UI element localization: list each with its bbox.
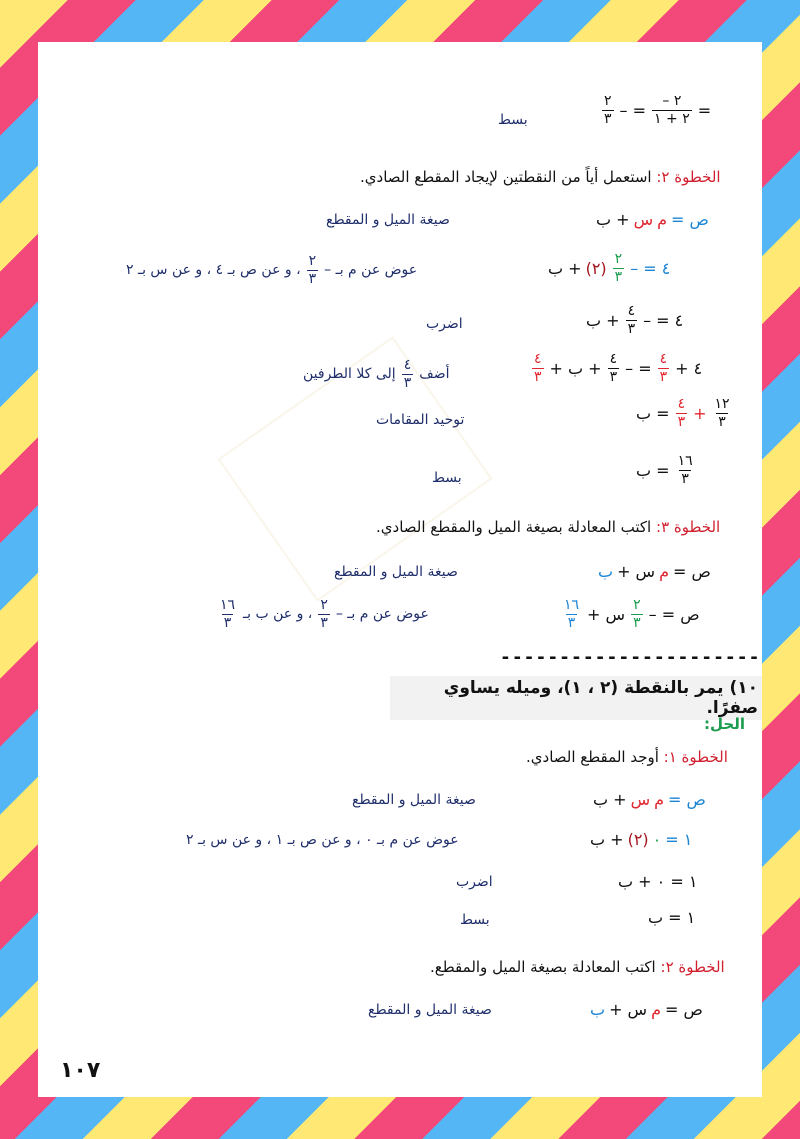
- question-10: ١٠) يمر بالنقطة (٢ ، ١)، وميله يساوي صفرًا.: [390, 676, 762, 720]
- note: أضف $\frac{٤}{٣}$ إلى كلا الطرفين: [303, 357, 450, 391]
- fraction: $\frac{٤}{٣}$: [659, 351, 668, 385]
- equation-line-12: ١ = ٠ + ب: [618, 872, 698, 891]
- equation-line-6: $\frac{١٢}{٣}$ + $\frac{٤}{٣}$ = ب: [636, 396, 730, 430]
- equation-line-4: ٤ = – $\frac{٤}{٣}$ + ب: [586, 303, 684, 337]
- fraction: $\frac{١٦}{٣}$: [220, 597, 236, 631]
- step-heading: الخطوة ٢: استعمل أياً من النقطتين لإيجاد المقطع الصادي.: [360, 168, 721, 186]
- equation-line-11: ١ = ٠ (٢) + ب: [590, 830, 693, 849]
- fraction: $\frac{٢}{٣}$: [308, 253, 317, 287]
- equation-line-1: = $\frac{٢ -}{٢ + ١}$ = – $\frac{٢}{٣}$: [604, 93, 712, 127]
- fraction: $\frac{٢}{٣}$: [604, 93, 612, 127]
- note: توحيد المقامات: [376, 412, 465, 428]
- fraction: $\frac{٤}{٣}$: [627, 303, 636, 337]
- fraction: $\frac{١٦}{٣}$: [677, 453, 693, 487]
- step-heading: الخطوة ١: أوجد المقطع الصادي.: [526, 748, 728, 766]
- equation-line-10: ص = م س + ب: [593, 790, 706, 809]
- fraction: $\frac{٤}{٣}$: [403, 357, 412, 391]
- note: اضرب: [456, 874, 493, 890]
- fraction: $\frac{٢}{٣}$: [633, 597, 641, 631]
- note: صيغة الميل و المقطع: [368, 1002, 492, 1018]
- fraction: $\frac{٤}{٣}$: [677, 396, 686, 430]
- fraction: $\frac{٢ -}{٢ + ١}$: [654, 93, 690, 127]
- note: بسط: [460, 912, 490, 928]
- equation-line-2: ص = م س + ب: [596, 210, 709, 229]
- page: [38, 42, 762, 1097]
- fraction: $\frac{١٢}{٣}$: [714, 396, 730, 430]
- note-simplify: بسط: [498, 112, 528, 128]
- separator: ----------------------: [500, 647, 761, 668]
- equation-line-8: ص = م س + ب: [598, 562, 711, 581]
- fraction: $\frac{١٦}{٣}$: [564, 597, 580, 631]
- note: اضرب: [426, 316, 463, 332]
- note: عوض عن م بـ – $\frac{٢}{٣}$ ، و عن ب بـ $\frac{١٦}{٣}$: [220, 597, 429, 631]
- equation-line-7: $\frac{١٦}{٣}$ = ب: [636, 453, 693, 487]
- note: بسط: [432, 470, 462, 486]
- step-heading: الخطوة ٢: اكتب المعادلة بصيغة الميل والمقطع.: [430, 958, 725, 976]
- fraction: $\frac{٢}{٣}$: [320, 597, 328, 631]
- equation-line-9: ص = – $\frac{٢}{٣}$ س + $\frac{١٦}{٣}$: [564, 597, 700, 631]
- step-heading: الخطوة ٣: اكتب المعادلة بصيغة الميل والمقطع الصادي.: [376, 518, 721, 536]
- equation-line-3: ٤ = – $\frac{٢}{٣}$ (٢) + ب: [548, 251, 671, 285]
- note: عوض عن م بـ – $\frac{٢}{٣}$ ، و عن ص بـ ٤ ، و عن س بـ ٢: [126, 253, 418, 287]
- fraction: $\frac{٤}{٣}$: [534, 351, 542, 385]
- equals-sign: =: [697, 100, 712, 120]
- note: صيغة الميل و المقطع: [352, 792, 476, 808]
- equation-line-13: ١ = ب: [648, 908, 696, 927]
- fraction: $\frac{٢}{٣}$: [614, 251, 623, 285]
- equation-line-5: ٤ + $\frac{٤}{٣}$ = – $\frac{٤}{٣}$ + ب + $\frac{٤}{٣}$: [534, 351, 703, 385]
- note: صيغة الميل و المقطع: [334, 564, 458, 580]
- equation-line-14: ص = م س + ب: [590, 1000, 703, 1019]
- note: صيغة الميل و المقطع: [326, 212, 450, 228]
- note: عوض عن م بـ ٠ ، و عن ص بـ ١ ، و عن س بـ ٢: [186, 832, 459, 848]
- solution-label: الحل:: [704, 715, 745, 733]
- page-number: ١٠٧: [60, 1058, 101, 1083]
- fraction: $\frac{٤}{٣}$: [609, 351, 618, 385]
